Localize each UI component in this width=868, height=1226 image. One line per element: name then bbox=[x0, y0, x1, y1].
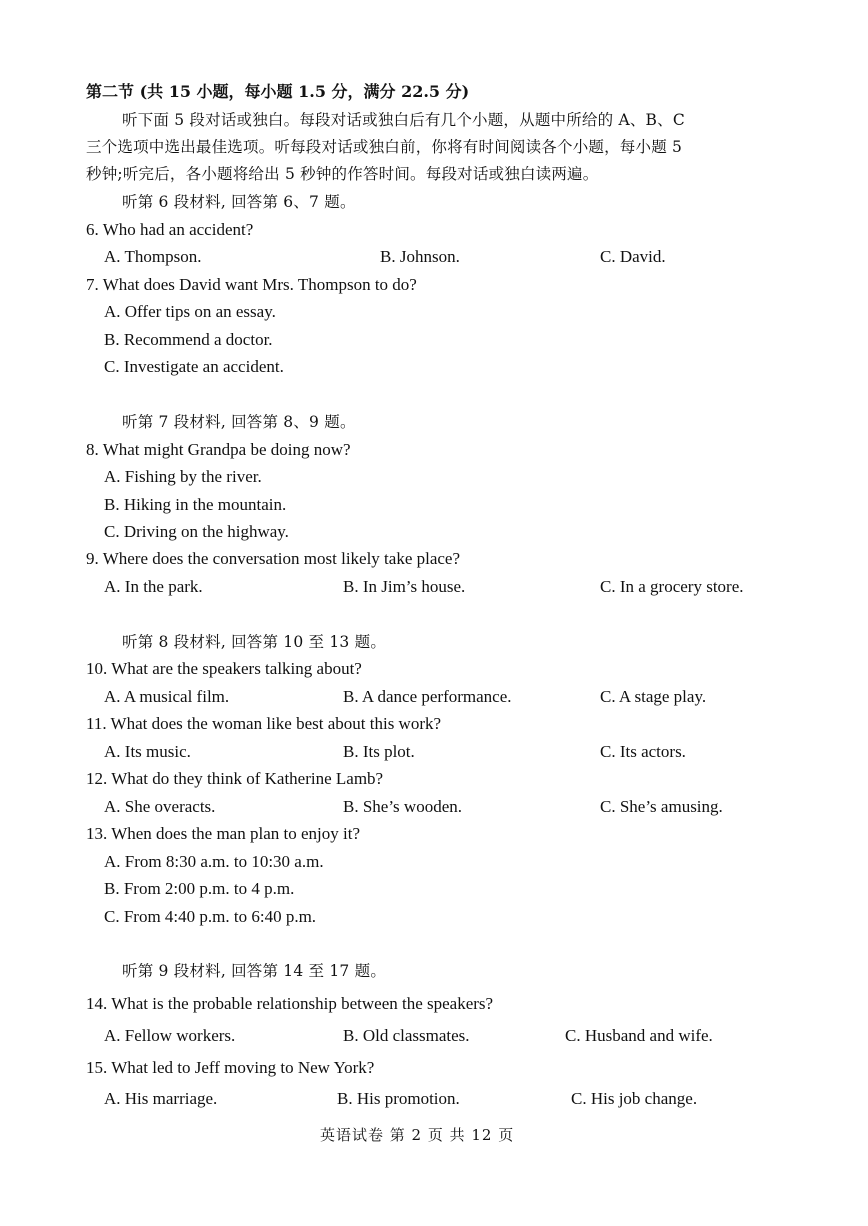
option-b[interactable]: B. Hiking in the mountain. bbox=[104, 495, 287, 514]
question-stem: 11. What does the woman like best about this work? bbox=[86, 714, 442, 733]
instructions-line-1: 听下面 5 段对话或独白。每段对话或独白后有几个小题，从题中所给的 A、B、C bbox=[122, 111, 685, 129]
group-intro: 听第 9 段材料, 回答第 14 至 17 题。 bbox=[122, 962, 387, 980]
option-a[interactable]: A. A musical film. bbox=[104, 687, 230, 706]
option-b[interactable]: B. Recommend a doctor. bbox=[104, 330, 273, 349]
option-c[interactable]: C. From 4:40 p.m. to 6:40 p.m. bbox=[104, 907, 317, 926]
group-intro: 听第 7 段材料, 回答第 8、9 题。 bbox=[122, 413, 356, 431]
question-stem: 6. Who had an accident? bbox=[86, 220, 254, 239]
option-a[interactable]: A. In the park. bbox=[104, 577, 203, 596]
option-b[interactable]: B. Old classmates. bbox=[343, 1026, 470, 1045]
group-intro: 听第 6 段材料, 回答第 6、7 题。 bbox=[122, 193, 356, 211]
option-a[interactable]: A. His marriage. bbox=[104, 1089, 218, 1108]
option-a[interactable]: A. Thompson. bbox=[104, 247, 202, 266]
option-a[interactable]: A. She overacts. bbox=[104, 797, 216, 816]
question-stem: 8. What might Grandpa be doing now? bbox=[86, 440, 351, 459]
option-b[interactable]: B. In Jim’s house. bbox=[343, 577, 466, 596]
option-a[interactable]: A. Offer tips on an essay. bbox=[104, 302, 276, 321]
option-c[interactable]: C. Its actors. bbox=[600, 742, 686, 761]
option-c[interactable]: C. Driving on the highway. bbox=[104, 522, 289, 541]
question-stem: 15. What led to Jeff moving to New York? bbox=[86, 1058, 375, 1077]
option-c[interactable]: C. His job change. bbox=[571, 1089, 698, 1108]
instructions-line-2: 三个选项中选出最佳选项。听每段对话或独白前，你将有时间阅读各个小题，每小题 5 bbox=[86, 138, 683, 156]
option-b[interactable]: B. She’s wooden. bbox=[343, 797, 462, 816]
option-c[interactable]: C. Investigate an accident. bbox=[104, 357, 284, 376]
option-c[interactable]: C. A stage play. bbox=[600, 687, 707, 706]
question-stem: 13. When does the man plan to enjoy it? bbox=[86, 824, 360, 843]
option-c[interactable]: C. David. bbox=[600, 247, 666, 266]
option-a[interactable]: A. Its music. bbox=[104, 742, 191, 761]
group-intro: 听第 8 段材料, 回答第 10 至 13 题。 bbox=[122, 633, 387, 651]
option-c[interactable]: C. Husband and wife. bbox=[565, 1026, 713, 1045]
option-b[interactable]: B. Johnson. bbox=[380, 247, 460, 266]
instructions-line-3: 秒钟;听完后，各小题将给出 5 秒钟的作答时间。每段对话或独白读两遍。 bbox=[86, 165, 599, 183]
option-b[interactable]: B. From 2:00 p.m. to 4 p.m. bbox=[104, 879, 295, 898]
question-stem: 10. What are the speakers talking about? bbox=[86, 659, 362, 678]
section-title: 第二节 (共 15 小题，每小题 1.5 分，满分 22.5 分) bbox=[86, 82, 470, 101]
option-c[interactable]: C. In a grocery store. bbox=[600, 577, 744, 596]
option-b[interactable]: B. A dance performance. bbox=[343, 687, 512, 706]
question-stem: 14. What is the probable relationship between the speakers? bbox=[86, 994, 494, 1013]
option-b[interactable]: B. Its plot. bbox=[343, 742, 415, 761]
question-stem: 7. What does David want Mrs. Thompson to do? bbox=[86, 275, 417, 294]
option-a[interactable]: A. Fellow workers. bbox=[104, 1026, 236, 1045]
page-footer: 英语试卷 第 2 页 共 12 页 bbox=[320, 1126, 515, 1144]
option-a[interactable]: A. Fishing by the river. bbox=[104, 467, 262, 486]
option-b[interactable]: B. His promotion. bbox=[337, 1089, 460, 1108]
question-stem: 9. Where does the conversation most likely take place? bbox=[86, 549, 461, 568]
option-c[interactable]: C. She’s amusing. bbox=[600, 797, 723, 816]
option-a[interactable]: A. From 8:30 a.m. to 10:30 a.m. bbox=[104, 852, 324, 871]
question-stem: 12. What do they think of Katherine Lamb? bbox=[86, 769, 384, 788]
